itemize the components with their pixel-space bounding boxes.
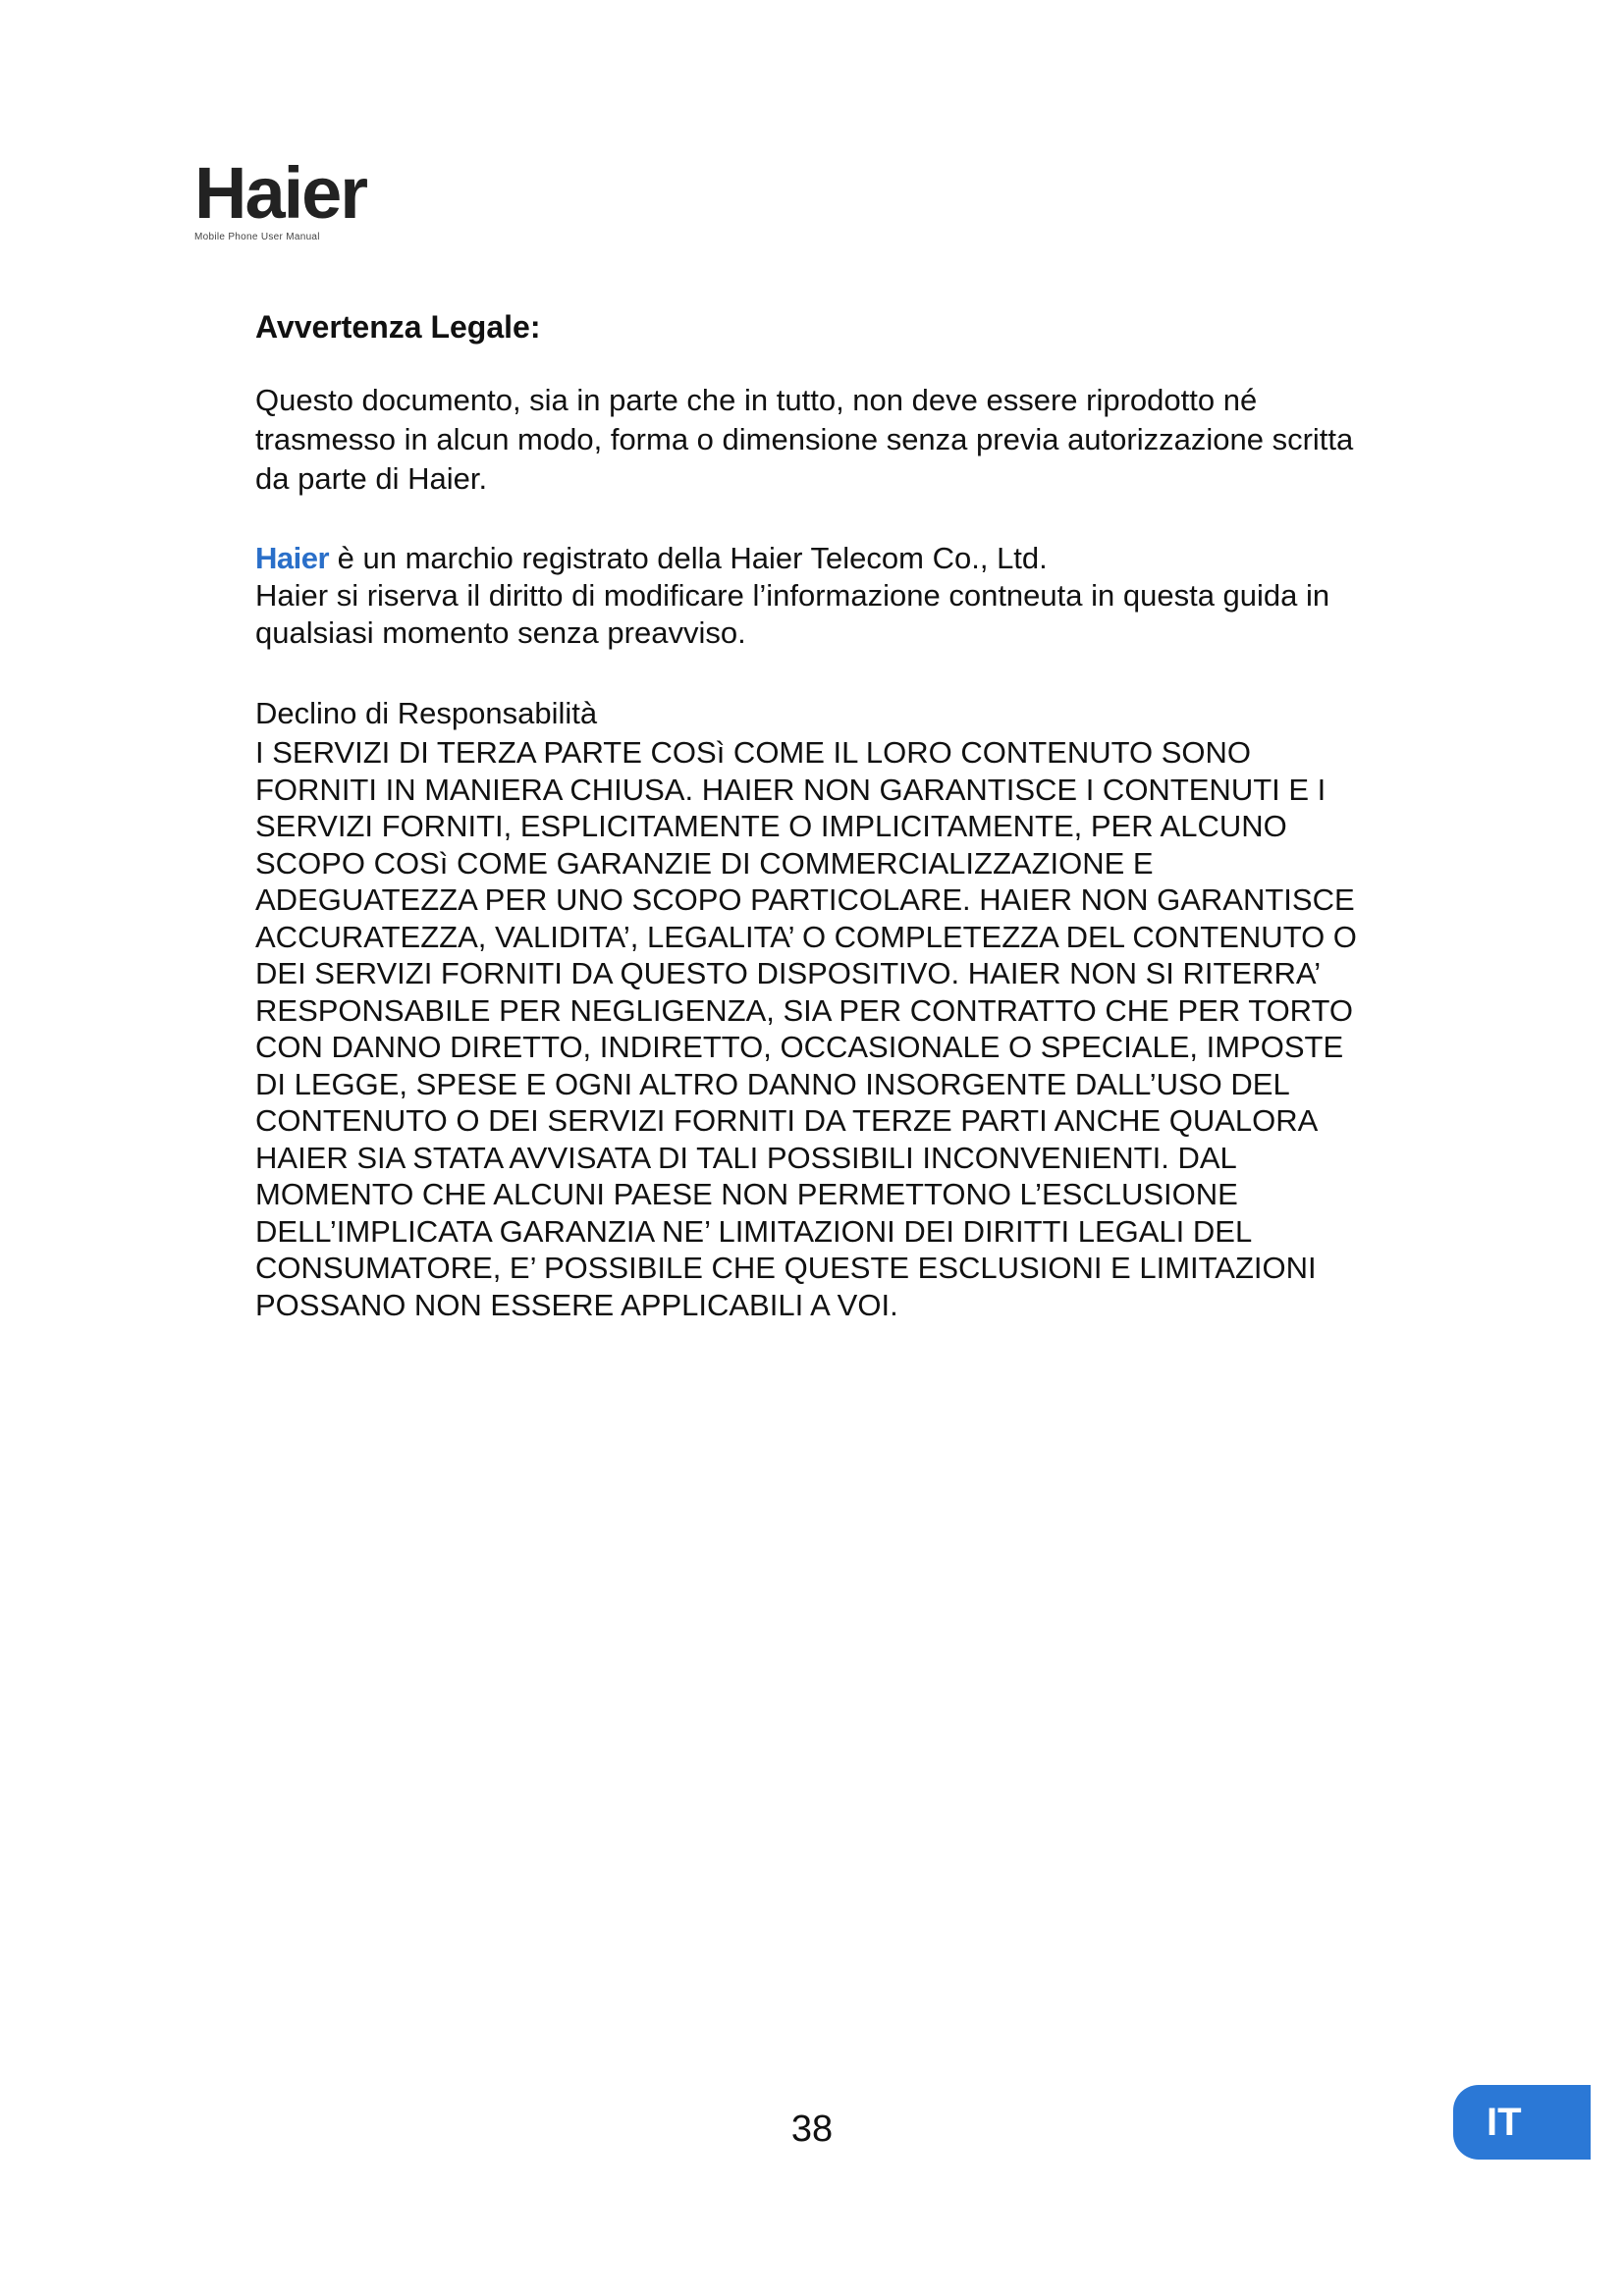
page-number: 38	[790, 2109, 834, 2150]
legal-heading: Avvertenza Legale:	[255, 309, 541, 345]
logo-subtitle: Mobile Phone User Manual	[194, 232, 320, 242]
trademark-text: è un marchio registrato della Haier Telecom Co., Ltd.	[329, 541, 1048, 575]
rights-reserved-text: Haier si riserva il diritto di modificare l’informazione contneuta in questa guida in qualsiasi momento senza preavviso.	[255, 578, 1330, 650]
reproduction-notice: Questo documento, sia in parte che in tutto, non deve essere riprodotto né trasmesso in alcun modo, forma o dimensione senza previa autorizzazione scritta da parte di Haier.	[255, 383, 1354, 496]
page-content	[255, 308, 1365, 1323]
trademark-line	[255, 540, 1365, 577]
inline-haier-logo: Haier	[255, 541, 330, 575]
trademark-section	[255, 540, 1365, 652]
haier-logo	[194, 152, 367, 242]
disclaimer-body: I SERVIZI DI TERZA PARTE COSì COME IL LORO CONTENUTO SONO FORNITI IN MANIERA CHIUSA. HAIER NON GARANTISCE I CONTENUTI E I SERVIZI FORNITI, ESPLICITAMENTE O IMPLICITAMENTE, PER ALCUNO SCOPO COSì COME GARANZIE DI COMMERCIALIZZAZIONE E ADEGUATEZZA PER UNO SCOPO PARTICOLARE. HAIER NON GARANTISCE ACCURATEZZA, VALIDITA’, LEGALITA’ O COMPLETEZZA DEL CONTENUTO O DEI SERVIZI FORNITI DA QUESTO DISPOSITIVO. HAIER NON SI RITERRA’ RESPONSABILE PER NEGLIGENZA, SIA PER CONTRATTO CHE PER TORTO CON DANNO DIRETTO, INDIRETTO, OCCASIONALE O SPECIALE, IMPOSTE DI LEGGE, SPESE E OGNI ALTRO DANNO INSORGENTE DALL’USO DEL CONTENUTO O DEI SERVIZI FORNITI DA TERZE PARTI ANCHE QUALORA HAIER SIA STATA AVVISATA DI TALI POSSIBILI INCONVENIENTI. DAL MOMENTO CHE ALCUNI PAESE NON PERMETTONO L’ESCLUSIONE DELL’IMPLICATA GARANZIA NE’ LIMITAZIONI DEI DIRITTI LEGALI DEL CONSUMATORE, E’ POSSIBILE CHE QUESTE ESCLUSIONI E LIMITAZIONI POSSANO NON ESSERE APPLICABILI A VOI.	[255, 735, 1357, 1322]
disclaimer-title: Declino di Responsabilità	[255, 696, 598, 730]
language-tab: IT	[1453, 2085, 1591, 2160]
logo-wordmark: Haier	[194, 152, 367, 234]
